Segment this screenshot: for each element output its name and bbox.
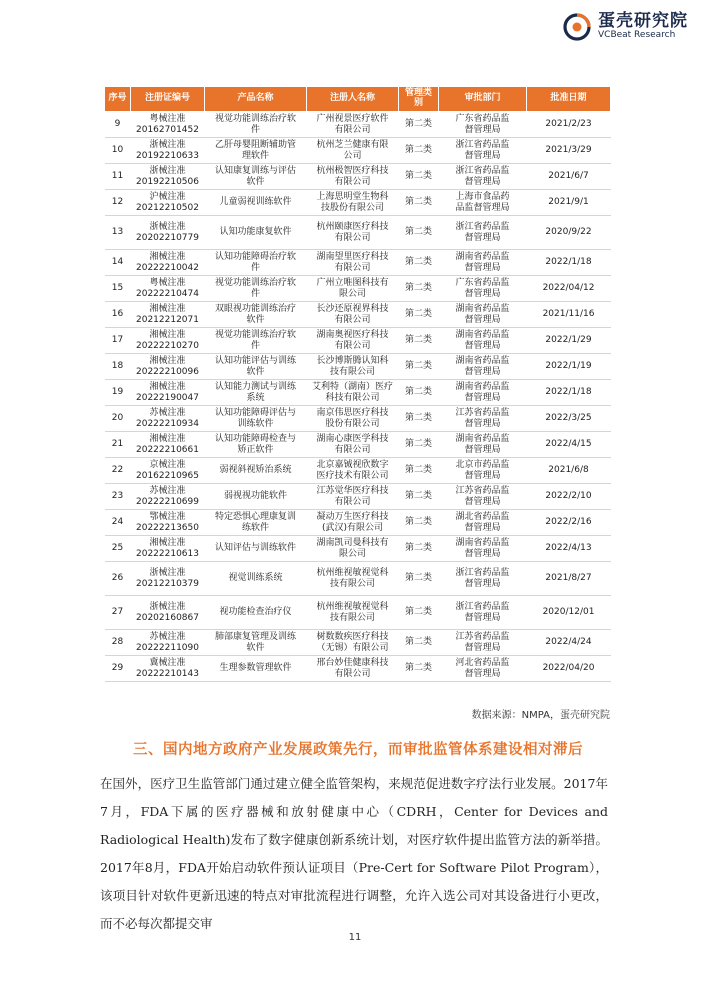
product-name: 双眼视功能训练治疗 软件 xyxy=(205,302,307,328)
approval-date: 2022/1/18 xyxy=(527,250,611,276)
row-number: 22 xyxy=(105,458,131,484)
product-name: 弱视视功能软件 xyxy=(205,484,307,510)
product-name: 肺部康复管理及训练 软件 xyxy=(205,630,307,656)
management-class: 第二类 xyxy=(399,250,439,276)
approval-date: 2022/4/13 xyxy=(527,536,611,562)
approval-dept: 江苏省药品监 督管理局 xyxy=(439,406,527,432)
registration-number: 湘械注准 20222210096 xyxy=(131,354,205,380)
table-row xyxy=(105,596,611,630)
table-row xyxy=(105,164,611,190)
row-number: 26 xyxy=(105,562,131,596)
row-number: 21 xyxy=(105,432,131,458)
registration-number: 苏械注准 20222210934 xyxy=(131,406,205,432)
registrant-name: 长沙还原视界科技 有限公司 xyxy=(307,302,399,328)
management-class: 第二类 xyxy=(399,302,439,328)
registrant-name: 艾利特（湖南）医疗 科技有限公司 xyxy=(307,380,399,406)
table-row xyxy=(105,432,611,458)
registrant-name: 邢台妙佳健康科技 有限公司 xyxy=(307,656,399,682)
brand-name-en: VCBeat Research xyxy=(598,30,676,41)
approval-date: 2021/9/1 xyxy=(527,190,611,216)
approval-date: 2020/9/22 xyxy=(527,216,611,250)
product-name: 认知功能障碍治疗软 件 xyxy=(205,250,307,276)
management-class: 第二类 xyxy=(399,406,439,432)
product-name: 视觉功能训练治疗软 件 xyxy=(205,112,307,138)
table-row xyxy=(105,406,611,432)
registration-number: 粤械注准 20222210474 xyxy=(131,276,205,302)
registrant-name: 凝动万生医疗科技 (武汉)有限公司 xyxy=(307,510,399,536)
row-number: 13 xyxy=(105,216,131,250)
management-class: 第二类 xyxy=(399,354,439,380)
table-row xyxy=(105,458,611,484)
table-row xyxy=(105,216,611,250)
registrant-name: 北京嘉铖视欣数字 医疗技术有限公司 xyxy=(307,458,399,484)
approval-dept: 湖北省药品监 督管理局 xyxy=(439,510,527,536)
registration-number: 苏械注准 20222210699 xyxy=(131,484,205,510)
registrant-name: 南京伟思医疗科技 股份有限公司 xyxy=(307,406,399,432)
product-name: 儿童弱视训练软件 xyxy=(205,190,307,216)
registration-number: 湘械注准 20212212071 xyxy=(131,302,205,328)
section-heading: 三、国内地方政府产业发展政策先行，而审批监管体系建设相对滞后 xyxy=(133,742,583,758)
vcbeat-logo-icon xyxy=(562,12,592,42)
product-name: 视觉功能训练治疗软 件 xyxy=(205,328,307,354)
management-class: 第二类 xyxy=(399,630,439,656)
registrant-name: 江苏觉华医疗科技 有限公司 xyxy=(307,484,399,510)
management-class: 第二类 xyxy=(399,484,439,510)
row-number: 25 xyxy=(105,536,131,562)
table-row xyxy=(105,190,611,216)
approval-dept: 上海市食品药 品监督管理局 xyxy=(439,190,527,216)
registration-number: 沪械注准 20212210502 xyxy=(131,190,205,216)
row-number: 28 xyxy=(105,630,131,656)
registrant-name: 树数数疾医疗科技 （无锡）有限公司 xyxy=(307,630,399,656)
col-header-class: 管理类别 xyxy=(399,87,439,112)
management-class: 第二类 xyxy=(399,276,439,302)
row-number: 14 xyxy=(105,250,131,276)
product-name: 乙肝母婴阻断辅助管 理软件 xyxy=(205,138,307,164)
product-name: 视觉功能训练治疗软 件 xyxy=(205,276,307,302)
row-number: 27 xyxy=(105,596,131,630)
management-class: 第二类 xyxy=(399,164,439,190)
registration-number: 浙械注准 20212210379 xyxy=(131,562,205,596)
col-header-no: 序号 xyxy=(105,87,131,112)
col-header-reg-no: 注册证编号 xyxy=(131,87,205,112)
approval-date: 2022/2/10 xyxy=(527,484,611,510)
row-number: 10 xyxy=(105,138,131,164)
management-class: 第二类 xyxy=(399,138,439,164)
row-number: 24 xyxy=(105,510,131,536)
row-number: 29 xyxy=(105,656,131,682)
management-class: 第二类 xyxy=(399,536,439,562)
col-header-dept: 审批部门 xyxy=(439,87,527,112)
registration-number: 鄂械注准 20222213650 xyxy=(131,510,205,536)
row-number: 18 xyxy=(105,354,131,380)
product-name: 认知能力测试与训练 系统 xyxy=(205,380,307,406)
registrant-name: 湖南心康医学科技 有限公司 xyxy=(307,432,399,458)
table-row xyxy=(105,536,611,562)
table-row xyxy=(105,630,611,656)
approval-dept: 广东省药品监 督管理局 xyxy=(439,276,527,302)
registrant-name: 上海思明堂生物科 技股份有限公司 xyxy=(307,190,399,216)
registrant-name: 杭州极智医疗科技 有限公司 xyxy=(307,164,399,190)
registrant-name: 湖南奥视医疗科技 有限公司 xyxy=(307,328,399,354)
table-row xyxy=(105,510,611,536)
approval-dept: 广东省药品监 督管理局 xyxy=(439,112,527,138)
approval-dept: 湖南省药品监 督管理局 xyxy=(439,302,527,328)
registrant-name: 长沙博斯腾认知科 技有限公司 xyxy=(307,354,399,380)
table-row xyxy=(105,250,611,276)
registration-number: 湘械注准 20222210270 xyxy=(131,328,205,354)
approval-date: 2022/4/24 xyxy=(527,630,611,656)
approval-dept: 北京市药品监 督管理局 xyxy=(439,458,527,484)
registration-number: 湘械注准 20222210042 xyxy=(131,250,205,276)
management-class: 第二类 xyxy=(399,328,439,354)
approval-date: 2022/1/19 xyxy=(527,354,611,380)
management-class: 第二类 xyxy=(399,190,439,216)
registration-number: 浙械注准 20192210633 xyxy=(131,138,205,164)
approval-dept: 河北省药品监 督管理局 xyxy=(439,656,527,682)
registrant-name: 湖南望里医疗科技 有限公司 xyxy=(307,250,399,276)
product-name: 认知功能障碍评估与 训练软件 xyxy=(205,406,307,432)
approval-date: 2021/11/16 xyxy=(527,302,611,328)
approval-date: 2022/1/29 xyxy=(527,328,611,354)
approval-dept: 湖南省药品监 督管理局 xyxy=(439,250,527,276)
table-row xyxy=(105,302,611,328)
approval-dept: 湖南省药品监 督管理局 xyxy=(439,432,527,458)
row-number: 17 xyxy=(105,328,131,354)
row-number: 12 xyxy=(105,190,131,216)
product-name: 认知功能障碍检查与 矫正软件 xyxy=(205,432,307,458)
approval-date: 2022/4/15 xyxy=(527,432,611,458)
approval-date: 2022/2/16 xyxy=(527,510,611,536)
approval-dept: 浙江省药品监 督管理局 xyxy=(439,138,527,164)
product-name: 特定恐惧心理康复训 练软件 xyxy=(205,510,307,536)
product-name: 认知功能康复软件 xyxy=(205,216,307,250)
table-row xyxy=(105,484,611,510)
approval-date: 2022/3/25 xyxy=(527,406,611,432)
row-number: 16 xyxy=(105,302,131,328)
row-number: 23 xyxy=(105,484,131,510)
row-number: 19 xyxy=(105,380,131,406)
management-class: 第二类 xyxy=(399,656,439,682)
management-class: 第二类 xyxy=(399,380,439,406)
page-number: 11 xyxy=(348,932,362,943)
approval-date: 2022/1/18 xyxy=(527,380,611,406)
registration-number: 冀械注准 20222210143 xyxy=(131,656,205,682)
registrant-name: 杭州颐康医疗科技 有限公司 xyxy=(307,216,399,250)
row-number: 15 xyxy=(105,276,131,302)
approval-date: 2021/8/27 xyxy=(527,562,611,596)
product-name: 视功能检查治疗仪 xyxy=(205,596,307,630)
registration-number: 粤械注准 20162701452 xyxy=(131,112,205,138)
row-number: 11 xyxy=(105,164,131,190)
management-class: 第二类 xyxy=(399,562,439,596)
approval-dept: 浙江省药品监 督管理局 xyxy=(439,562,527,596)
brand-name-cn: 蛋壳研究院 xyxy=(598,11,688,32)
management-class: 第二类 xyxy=(399,596,439,630)
registration-number: 浙械注准 20202160867 xyxy=(131,596,205,630)
registrant-name: 杭州维视敏视觉科 技有限公司 xyxy=(307,596,399,630)
table-body xyxy=(105,112,611,682)
product-name: 弱视斜视矫治系统 xyxy=(205,458,307,484)
body-paragraph: 在国外，医疗卫生监管部门通过建立健全监管架构，来规范促进数字疗法行业发展。2017年7月，FDA下属的医疗器械和放射健康中心（CDRH，Center for Devices and Radiological Health)发布了数字健康创新系统计划，对医疗软件提出监管方法的新举措。2017年8月，FDA开始启动软件预认证项目（Pre-Cert for Software Pilot Program），该项目针对软件更新迅速的特点对审批流程进行调整，允许入选公司对其设备进行小更改，而不必每次都提交审 xyxy=(100,776,608,931)
table-row xyxy=(105,562,611,596)
col-header-product: 产品名称 xyxy=(205,87,307,112)
product-name: 认知功能评估与训练 软件 xyxy=(205,354,307,380)
registrant-name: 湖南凯司曼科技有 限公司 xyxy=(307,536,399,562)
approval-dept: 江苏省药品监 督管理局 xyxy=(439,484,527,510)
product-name: 视觉训练系统 xyxy=(205,562,307,596)
registration-number: 浙械注准 20202210779 xyxy=(131,216,205,250)
registration-number: 湘械注准 20222190047 xyxy=(131,380,205,406)
product-name: 认知康复训练与评估 软件 xyxy=(205,164,307,190)
registration-number: 苏械注准 20222211090 xyxy=(131,630,205,656)
table-header-row xyxy=(105,87,611,112)
table-row xyxy=(105,354,611,380)
approval-date: 2021/6/8 xyxy=(527,458,611,484)
table-row xyxy=(105,276,611,302)
table-row xyxy=(105,112,611,138)
table-row xyxy=(105,380,611,406)
approval-dept: 湖南省药品监 督管理局 xyxy=(439,536,527,562)
data-source-note: 数据来源：NMPA，蛋壳研究院 xyxy=(471,710,610,721)
management-class: 第二类 xyxy=(399,432,439,458)
table-row xyxy=(105,328,611,354)
registration-number: 京械注准 20162210965 xyxy=(131,458,205,484)
col-header-date: 批准日期 xyxy=(527,87,611,112)
approval-date: 2020/12/01 xyxy=(527,596,611,630)
table-row xyxy=(105,138,611,164)
approval-dept: 湖南省药品监 督管理局 xyxy=(439,354,527,380)
table-row xyxy=(105,656,611,682)
approval-date: 2022/04/20 xyxy=(527,656,611,682)
approval-dept: 浙江省药品监 督管理局 xyxy=(439,216,527,250)
registrant-name: 广州视景医疗软件 有限公司 xyxy=(307,112,399,138)
approval-dept: 浙江省药品监 督管理局 xyxy=(439,164,527,190)
row-number: 20 xyxy=(105,406,131,432)
registration-number: 浙械注准 20192210506 xyxy=(131,164,205,190)
approval-date: 2021/3/29 xyxy=(527,138,611,164)
approval-dept: 湖南省药品监 督管理局 xyxy=(439,328,527,354)
brand-logo xyxy=(562,12,688,42)
approval-date: 2021/6/7 xyxy=(527,164,611,190)
approval-date: 2021/2/23 xyxy=(527,112,611,138)
product-name: 生理参数管理软件 xyxy=(205,656,307,682)
management-class: 第二类 xyxy=(399,510,439,536)
registration-table xyxy=(104,86,611,682)
product-name: 认知评估与训练软件 xyxy=(205,536,307,562)
registrant-name: 杭州维视敏视觉科 技有限公司 xyxy=(307,562,399,596)
approval-dept: 浙江省药品监 督管理局 xyxy=(439,596,527,630)
management-class: 第二类 xyxy=(399,216,439,250)
registrant-name: 杭州芝兰健康有限 公司 xyxy=(307,138,399,164)
approval-date: 2022/04/12 xyxy=(527,276,611,302)
approval-dept: 湖南省药品监 督管理局 xyxy=(439,380,527,406)
approval-dept: 江苏省药品监 督管理局 xyxy=(439,630,527,656)
registrant-name: 广州立唯图科技有 限公司 xyxy=(307,276,399,302)
col-header-registrant: 注册人名称 xyxy=(307,87,399,112)
row-number: 9 xyxy=(105,112,131,138)
management-class: 第二类 xyxy=(399,458,439,484)
registration-number: 湘械注准 20222210661 xyxy=(131,432,205,458)
management-class: 第二类 xyxy=(399,112,439,138)
registration-number: 湘械注准 20222210613 xyxy=(131,536,205,562)
